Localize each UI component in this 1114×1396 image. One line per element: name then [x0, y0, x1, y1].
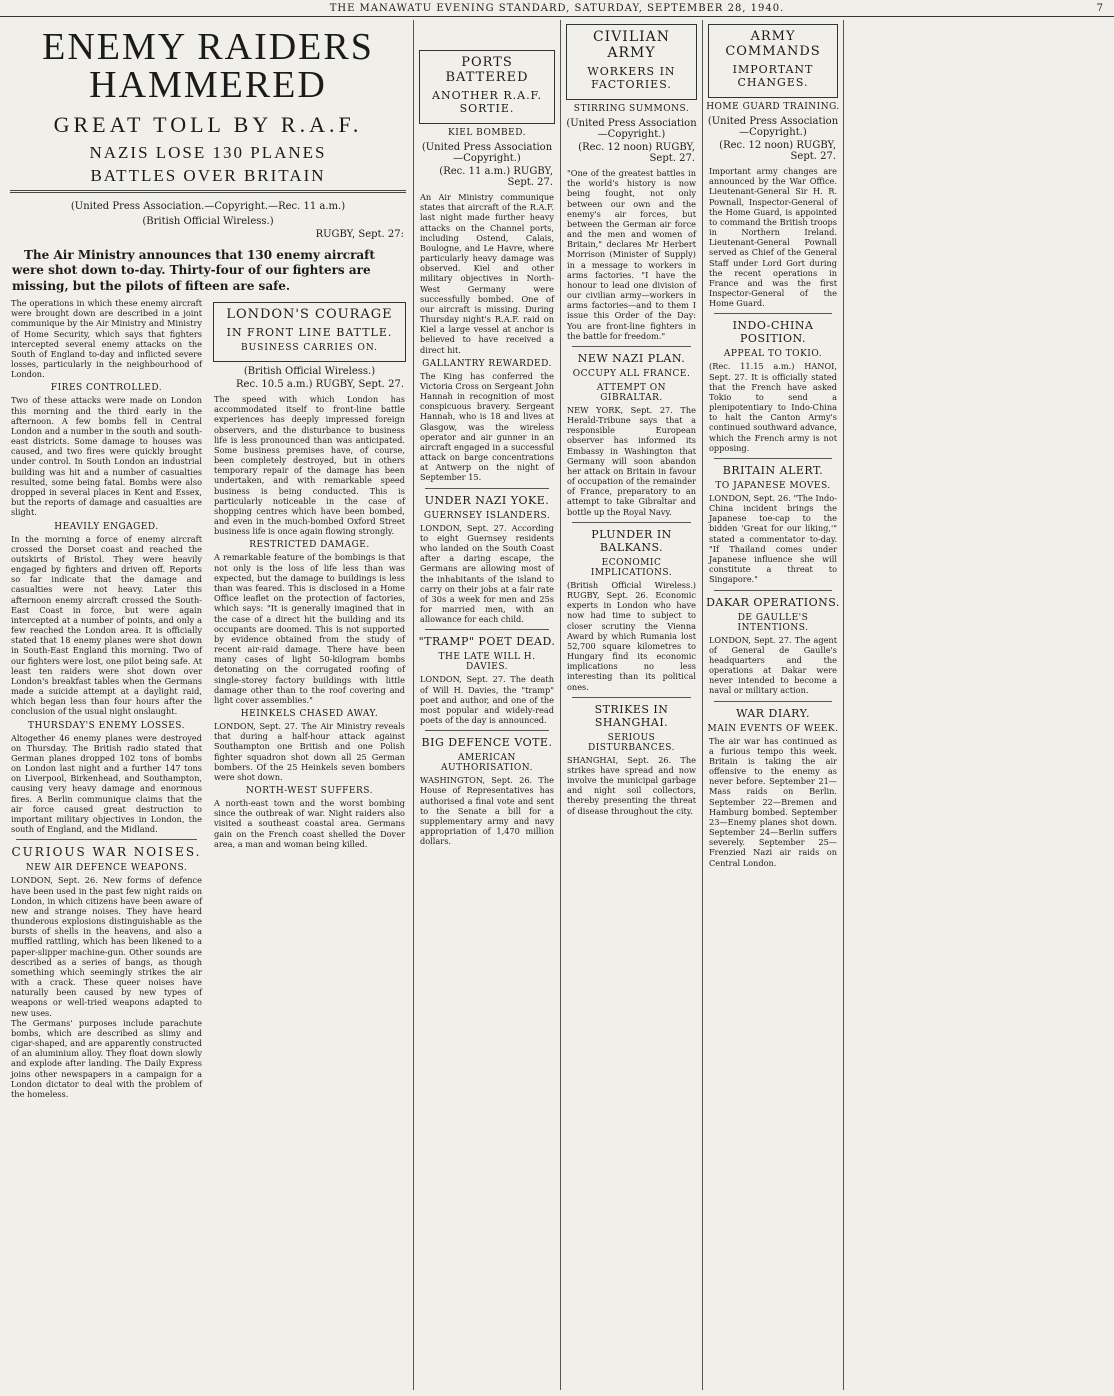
story-paragraph: LONDON, Sept. 27. The Air Ministry reveals that during a half-hour attack against Southampton one British and one Polish fighter squadron shot down all 25 German bombers. Of the 25 Heinkels seven bombers were shot down.	[214, 721, 405, 782]
story-headline: PLUNDER IN BALKANS.	[591, 527, 672, 554]
story-paragraph: "One of the greatest battles in the world's history is now being fought, not only between our own and the enemy's air forces, but between the German air force and the men and women of Britain," declares Mr Herbert Morrison (Minister of Supply) in a message to workers in arms factories. "I have the honour to lead one division of our civilian army—workers in arms factories—and to them I issue this Order of the Day: You are front-line fighters in the battle for freedom."	[567, 168, 696, 341]
story-headline: LONDON'S COURAGE	[226, 307, 393, 323]
story-paragraph: The Germans' purposes include parachute bombs, which are described as slimy and cigar-shaped, and are apparently constructed of an aluminium alloy. They float down slowly and explode after landing. The Daily Express joins other newspapers in a campaign for a London dictator to deal with the problem of the homeless.	[11, 1017, 202, 1099]
story-box	[708, 24, 838, 98]
story-subhead: ECONOMIC IMPLICATIONS.	[590, 557, 673, 578]
section-heading: NORTH-WEST SUFFERS.	[246, 786, 373, 797]
dateline: RUGBY, Sept. 27:	[315, 229, 404, 240]
story-headline: INDO-CHINA POSITION.	[732, 319, 814, 346]
story-subhead: THE LATE WILL H. DAVIES.	[438, 652, 536, 673]
story-paragraph: (British Official Wireless.) RUGBY, Sept. 26. Economic experts in London who have now had time to subject to closer scrutiny the Vienna Award by which Rumania lost 52,700 square kilometres to Hungary find its economic implications no less interesting than its political ones.	[567, 579, 696, 692]
story-subhead: GUERNSEY ISLANDERS.	[423, 510, 551, 521]
story-headline: CURIOUS WAR NOISES.	[11, 845, 202, 860]
news-column-5	[706, 20, 840, 1390]
masthead	[0, 0, 1114, 17]
story-kicker: BUSINESS CARRIES ON.	[240, 343, 379, 354]
story-paragraph: LONDON, Sept. 27. The agent of General de Gaulle's headquarters and the operations at Dakar were never intended to become a naval or military action.	[709, 634, 837, 696]
story-paragraph: The speed with which London has accommodated itself to front-line battle experiences has deeply impressed foreign observers, and the disturbance to business life is less pronounced than was anticipated. Some business premises have, of course, been completely destroyed, but in others temporary repair of the damage has been undertaken, and with remarkable speed business is being conducted. This is particularly noticeable in the case of shopping centres which have been bombed, and even in the much-bombed Oxford Street business life is once again flowing strongly.	[214, 394, 405, 537]
dateline: (Rec. 12 noon) RUGBY, Sept. 27.	[719, 140, 836, 162]
main-headline: ENEMY RAIDERS HAMMERED	[42, 26, 374, 106]
story-box	[213, 302, 406, 362]
story-paragraph: Two of these attacks were made on London this morning and the third early in the afternoon. A few bombs fell in Central London and a number in the south and south-east districts. Some damage to houses was caused, and two fires were quickly brought under control. In South London an industrial building was hit and a number of casualties resulted, some being fatal. Bombs were also dropped in several places in Kent and Essex, but the reports of damage and casualties are slight.	[11, 395, 202, 518]
story-subhead: IN FRONT LINE BATTLE.	[226, 326, 393, 340]
story-headline: STRIKES IN SHANGHAI.	[594, 702, 669, 729]
lead-paragraph: The Air Ministry announces that 130 enemy aircraft were shot down to-day. Thirty-four of our fighters are missing, but the pilots of fifteen are safe.	[12, 248, 375, 293]
lead-story-column	[8, 20, 408, 1390]
byline: (United Press Association.—Copyright.—Rec. 11 a.m.)	[70, 201, 346, 212]
story-paragraph: LONDON, Sept. 27. According to eight Guernsey residents who landed on the South Coast after a daring escape, the Germans are allowing most of the inhabitants of the island to carry on their jobs at a fair rate of 30s a week for men and 25s for married men, with an allowance for each child.	[420, 522, 554, 625]
story-subhead: SERIOUS DISTURBANCES.	[588, 732, 675, 753]
story-paragraph: WASHINGTON, Sept. 26. The House of Representatives has authorised a final vote and sent to the Senate a bill for a supplementary army and navy appropriation of 1,470 million dollars.	[420, 775, 554, 847]
sub-headline-2: NAZIS LOSE 130 PLANES	[89, 143, 327, 162]
story-subhead: IMPORTANT CHANGES.	[732, 63, 814, 89]
story-headline: UNDER NAZI YOKE.	[424, 493, 550, 507]
news-column-4	[564, 20, 699, 1390]
section-heading: KIEL BOMBED.	[448, 128, 526, 138]
news-column-3	[417, 20, 557, 1390]
story-headline: WAR DIARY.	[736, 706, 810, 720]
section-heading: HEAVILY ENGAGED.	[54, 521, 159, 532]
story-subhead: APPEAL TO TOKIO.	[723, 349, 823, 360]
story-subhead: OCCUPY ALL FRANCE.	[572, 368, 691, 379]
story-headline: DAKAR OPERATIONS.	[706, 595, 840, 609]
masthead-title: THE MANAWATU EVENING STANDARD, SATURDAY, SEPTEMBER 28, 1940.	[329, 3, 785, 14]
byline: (United Press Association—Copyright.)	[707, 116, 839, 138]
story-subhead: DE GAULLE'S INTENTIONS.	[737, 612, 809, 633]
story-paragraph: The operations in which these enemy aircraft were brought down are described in a joint communique by the Air Ministry and Ministry of Home Security, which says that fighters intercepted several enemy attacks on the South of England to-day and inflicted severe losses, particularly in the neighbourhood of London.	[11, 298, 202, 380]
section-heading: STIRRING SUMMONS.	[573, 104, 690, 114]
story-subhead: NEW AIR DEFENCE WEAPONS.	[25, 863, 188, 874]
story-box	[566, 24, 697, 100]
story-paragraph: The air war has continued as a furious tempo this week. Britain is taking the air offensive to the enemy as never before. September 21—Mass raids on Berlin. September 22—Bremen and Hamburg bombed. September 23—Enemy planes shot down. September 24—Berlin suffers severely. September 25—Frenzied Nazi air raids on Central London.	[709, 735, 837, 868]
story-paragraph: LONDON, Sept. 26. "The Indo-China incident brings the Japanese toe-cap to the bidden 'Great for our liking,'" stated a commentator to-day. "If Thailand comes under Japanese influence she will constitute a threat to Singapore."	[709, 492, 837, 585]
story-paragraph: (Rec. 11.15 a.m.) HANOI, Sept. 27. It is officially stated that the French have asked Tokio to send a plenipotentiary to Indo-China to halt the Canton Army's continued southward advance, which the French army is not opposing.	[709, 361, 837, 453]
dateline: (Rec. 11 a.m.) RUGBY, Sept. 27.	[439, 166, 553, 188]
story-paragraph: Important army changes are announced by the War Office. Lieutenant-General Sir H. R. Pownall, Inspector-General of the Home Guard, is appointed to command the British troops in Northern Ireland. Lieutenant-General Pownall served as Chief of the General Staff under Lord Gort during the recent operations in France and was the first Inspector-General of the Home Guard.	[709, 166, 837, 309]
section-heading: GALLANTRY REWARDED.	[422, 358, 552, 369]
section-heading: HEINKELS CHASED AWAY.	[240, 709, 379, 720]
story-box	[419, 50, 555, 124]
dateline: Rec. 10.5 a.m.) RUGBY, Sept. 27.	[236, 379, 404, 391]
story-paragraph: A north-east town and the worst bombing since the outbreak of war. Night raiders also visited a southeast coastal area. Germans gain on the French coast shelled the Dover area, a man and woman being killed.	[214, 798, 405, 849]
story-paragraph: NEW YORK, Sept. 27. The Herald-Tribune says that a responsible European observer has informed its Embassy in Washington that Germany will soon abandon her attack on Britain in favour of occupation of the remainder of France, preparatory to an attempt to take Gibraltar and bottle up the Royal Navy.	[567, 404, 696, 517]
story-paragraph: In the morning a force of enemy aircraft crossed the Dorset coast and reached the outskirts of Bristol. They were heavily engaged by fighters and driven off. Reports so far indicate that the damage and casualties were not heavy. Later this afternoon enemy aircraft crossed the South-East Coast in force, but were again intercepted at a number of points, and only a few reached the London area. It is officially stated that 18 enemy planes were shot down in South-East England this morning. Two of our fighters were lost, one pilot being safe. At least ten raiders were shot down over London's breakfast tables when the Germans made a suicide attempt at a daylight raid, which began less than four hours after the conclusion of the usual night onslaught.	[11, 533, 203, 717]
story-paragraph: Altogether 46 enemy planes were destroyed on Thursday. The British radio stated that German planes dropped 102 tons of bombs on London last night and a further 147 tons on Liverpool, Birkenhead, and Southampton, causing very heavy damage and enormous fires. A Berlin communique claims that the air force caused great destruction to important military objectives in London, the south of England, and the Midland.	[11, 732, 202, 835]
byline: (British Official Wireless.)	[243, 366, 376, 378]
section-heading: THURSDAY'S ENEMY LOSSES.	[27, 720, 185, 731]
story-subhead: ANOTHER R.A.F. SORTIE.	[432, 89, 542, 115]
story-headline: BIG DEFENCE VOTE.	[421, 736, 553, 750]
story-subhead: TO JAPANESE MOVES.	[715, 480, 831, 491]
story-paragraph: SHANGHAI, Sept. 26. The strikes have spread and now involve the municipal garbage and night soil collectors, thereby presenting the threat of disease throughout the city.	[567, 754, 696, 816]
section-heading: RESTRICTED DAMAGE.	[249, 540, 370, 551]
story-subhead: MAIN EVENTS OF WEEK.	[707, 723, 839, 734]
story-paragraph: LONDON, Sept. 26. New forms of defence have been used in the past few night raids on London, in which citizens have been aware of new and strange noises. They have heard thunderous explosions distinguishable as the bursts of shells in the heavens, and also a muffled rattling, which has been likened to a paper-slipper machine-gun. Other sounds are described as a series of bangs, as though something which seemingly strikes the air with a crack. These queer noises have naturally been caused by new types of weapons or well-tried weapons adapted to new uses.	[11, 875, 202, 1018]
byline-source: (British Official Wireless.)	[142, 216, 274, 227]
story-headline: BRITAIN ALERT.	[722, 463, 824, 477]
story-subhead: ATTEMPT ON GIBRALTAR.	[596, 382, 667, 403]
byline: (United Press Association—Copyright.)	[421, 142, 553, 164]
story-headline: ARMY COMMANDS	[725, 29, 821, 59]
page-number: 7	[1096, 3, 1104, 14]
sub-headline-3: BATTLES OVER BRITAIN	[90, 166, 326, 185]
story-subhead: AMERICAN AUTHORISATION.	[441, 753, 533, 774]
story-subhead: WORKERS IN FACTORIES.	[587, 65, 676, 91]
story-paragraph: The King has conferred the Victoria Cross on Sergeant John Hannah in recognition of most conspicuous bravery. Sergeant Hannah, who is 18 and lives at Glasgow, was the wireless operator and air gunner in an aircraft engaged in a successful attack on barge concentrations at Antwerp on the night of September 15.	[420, 370, 554, 483]
story-headline: PORTS BATTERED	[445, 55, 529, 85]
byline: (United Press Association—Copyright.)	[566, 118, 697, 140]
sub-headline-1: GREAT TOLL BY R.A.F.	[53, 112, 363, 137]
dateline: (Rec. 12 noon) RUGBY, Sept. 27.	[578, 142, 695, 164]
story-paragraph: An Air Ministry communique states that aircraft of the R.A.F. last night made further heavy attacks on the Channel ports, including Ostend, Calais, Boulogne, and Le Havre, where particularly heavy damage was observed. Kiel and other military objectives in North-West Germany were successfully bombed. One of our aircraft is missing. During Thursday night's R.A.F. raid on Kiel a large vessel at anchor is believed to have received a direct hit.	[420, 192, 554, 355]
story-paragraph: LONDON, Sept. 27. The death of Will H. Davies, the "tramp" poet and author, and one of the most popular and widely-read poets of the day is announced.	[420, 674, 554, 726]
section-heading: HOME GUARD TRAINING.	[706, 102, 840, 112]
story-headline: CIVILIAN ARMY	[592, 29, 671, 61]
story-paragraph: A remarkable feature of the bombings is that not only is the loss of life less than was expected, but the damage to buildings is less than was feared. This is disclosed in a Home Office leaflet on the protection of factories, which says: "It is generally imagined that in the case of a direct hit the building and its occupants are doomed. This is not supported by evidence obtained from the study of recent air-raid damage. There have been many cases of light 50-kilogram bombs detonating on the corrugated roofing of single-storey factory buildings with little damage other than to the roof covering and light cover assemblies."	[214, 552, 405, 705]
story-headline: NEW NAZI PLAN.	[577, 351, 686, 365]
story-headline: "TRAMP" POET DEAD.	[418, 635, 556, 649]
section-heading: FIRES CONTROLLED.	[50, 383, 163, 394]
